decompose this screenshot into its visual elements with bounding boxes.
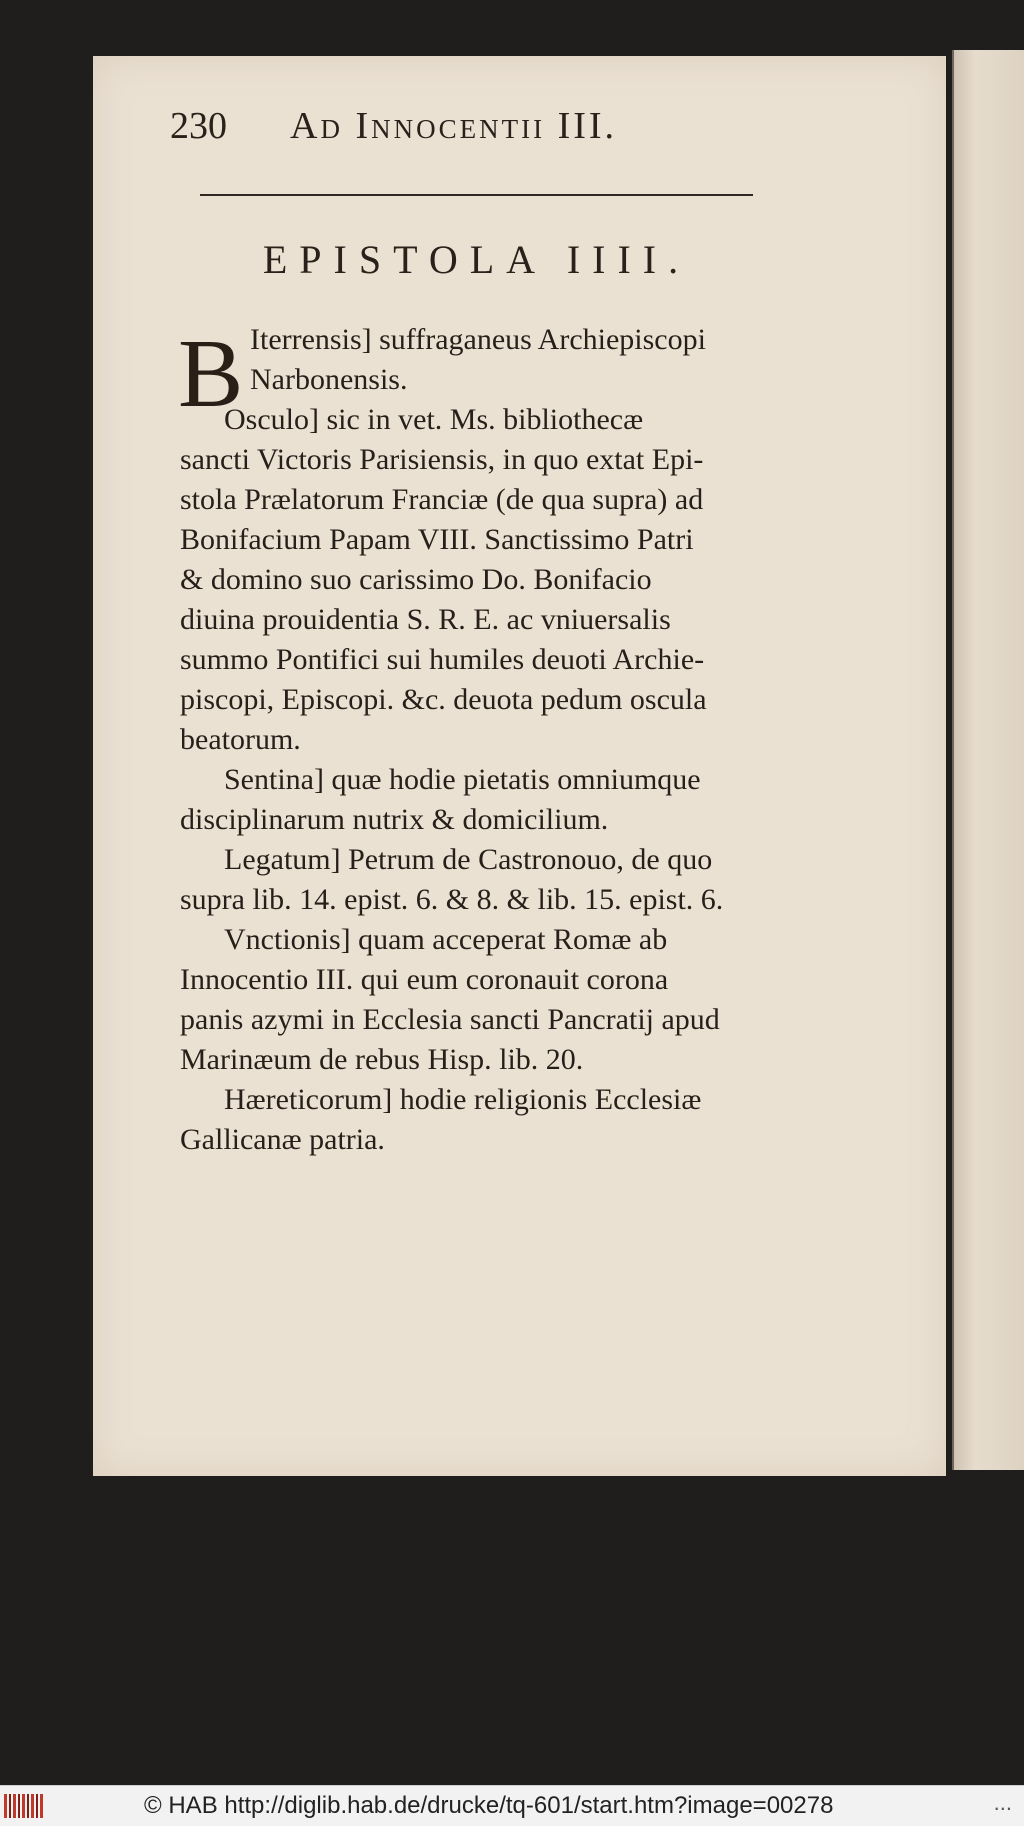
text-line: Bonifacium Papam VIII. Sanctissimo Patri: [180, 523, 694, 556]
text-line: summo Pontifici sui humiles deuoti Archie-: [180, 643, 705, 676]
commentary-text: [180, 320, 810, 1160]
page-number: 230: [170, 105, 227, 147]
drop-cap: B: [178, 320, 244, 428]
text-line: piscopi, Episcopi. &c. deuota pedum oscula: [180, 683, 707, 716]
text-line: stola Prælatorum Franciæ (de qua supra) ad: [180, 483, 704, 516]
text-line: & domino suo carissimo Do. Bonifacio: [180, 563, 652, 596]
text-line: Iterrensis] suffraganeus Archiepiscopi: [250, 323, 706, 356]
epistola-heading: EPISTOLA IIII.: [262, 237, 691, 282]
viewer-footer: [0, 1785, 1024, 1826]
hab-logo-icon: [4, 1794, 46, 1818]
text-line: sancti Victoris Parisiensis, in quo extat Epi-: [180, 443, 704, 476]
text-line: Vnctionis] quam acceperat Romæ ab: [224, 923, 668, 956]
copyright-url[interactable]: © HAB http://diglib.hab.de/drucke/tq-601/start.htm?image=00278: [144, 1792, 834, 1819]
header-rule: [200, 194, 753, 196]
text-line: Gallicanæ patria.: [180, 1123, 385, 1156]
adjacent-page-edge: [952, 50, 1024, 1470]
text-line: Innocentio III. qui eum coronauit corona: [180, 963, 669, 996]
text-line: Narbonensis.: [250, 363, 408, 396]
text-line: Legatum] Petrum de Castronouo, de quo: [224, 843, 713, 876]
more-icon[interactable]: ...: [993, 1790, 1012, 1815]
text-line: diuina prouidentia S. R. E. ac vniuersalis: [180, 603, 671, 636]
text-line: disciplinarum nutrix & domicilium.: [180, 803, 609, 836]
text-line: beatorum.: [180, 723, 301, 756]
text-line: Marinæum de rebus Hisp. lib. 20.: [180, 1043, 584, 1076]
text-line: Sentina] quæ hodie pietatis omniumque: [224, 763, 701, 796]
running-title: Ad Innocentii III.: [290, 105, 618, 147]
text-line: Hæreticorum] hodie religionis Ecclesiæ: [224, 1083, 702, 1116]
text-line: Osculo] sic in vet. Ms. bibliothecæ: [224, 403, 644, 436]
page-header: [170, 98, 730, 154]
text-line: supra lib. 14. epist. 6. & 8. & lib. 15. epist. 6.: [180, 883, 724, 916]
text-line: panis azymi in Ecclesia sancti Pancratij apud: [180, 1003, 720, 1036]
